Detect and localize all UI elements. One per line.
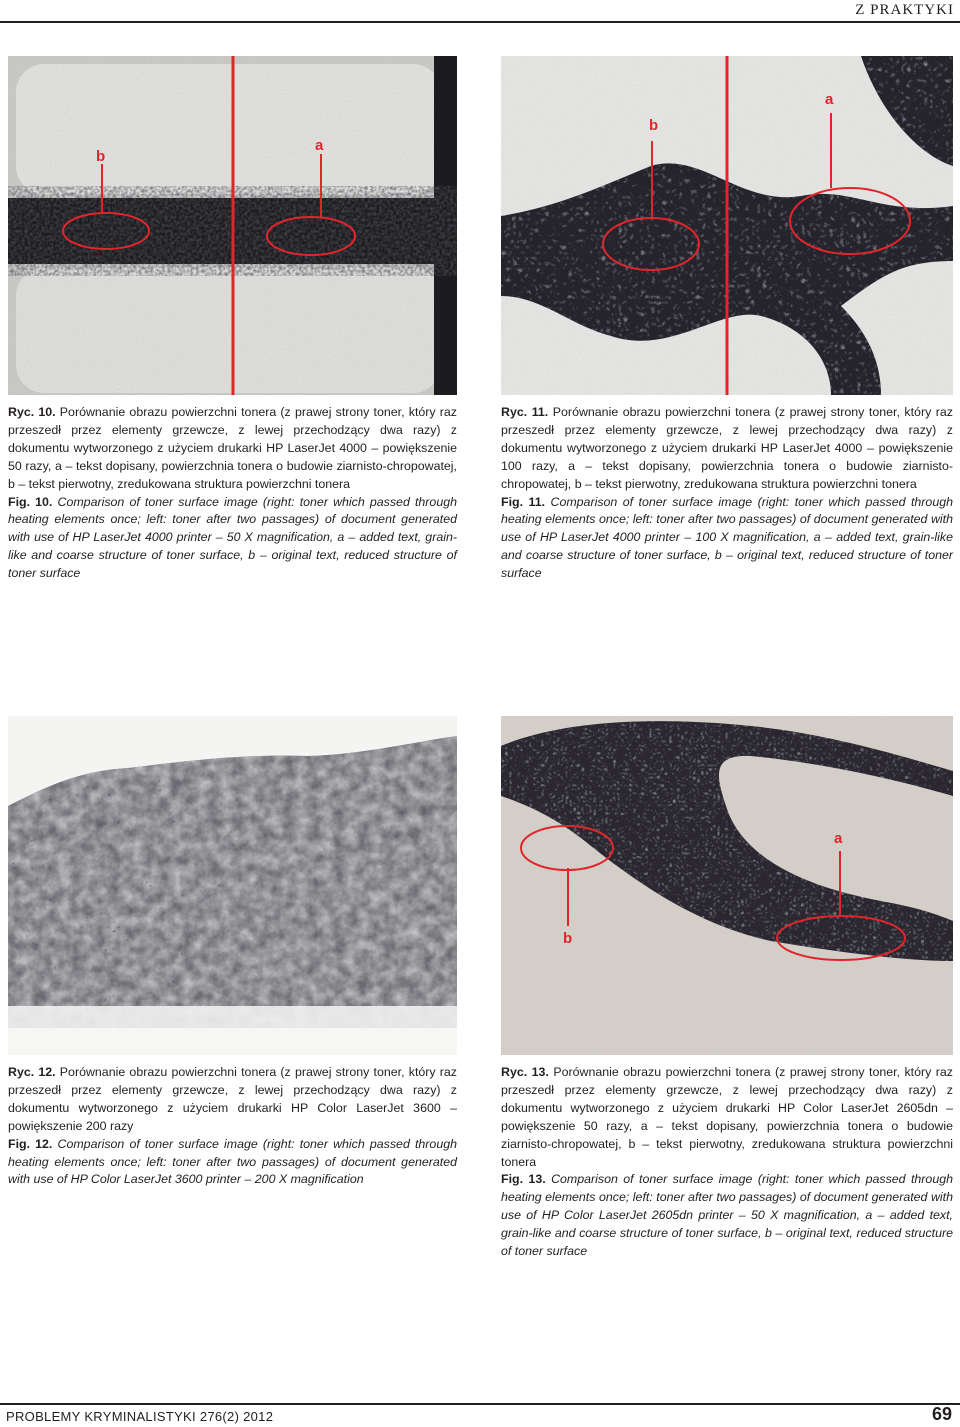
page-number: 69 [931,1404,952,1424]
marker-b: b [96,148,106,165]
marker-b: b [649,117,659,134]
caption-figure-10 [8,404,457,583]
marker-a: a [315,137,324,154]
caption-en [8,1136,457,1190]
marker-b: b [563,930,573,947]
figure-13-image [501,716,953,1055]
caption-pl-text: Porównanie obrazu powierzchni tonera (z prawej strony toner, który raz przeszedł przez elementy grzewcze, z lewej przechodzący dwa razy) z dokumentu wytworzonego z użyciem drukarki HP Color LaserJet 2605dn – powiększenie 50 razy, a – tekst dopisany, powierzchnia tonera o budowie ziarnisto-chropowatej, b – tekst pierwotny, zredukowana struktura powierzchni tonera [501,1065,953,1169]
figure-12-micrograph [8,716,457,1055]
caption-figure-11 [501,404,953,583]
caption-en [501,494,953,584]
caption-en-text: Comparison of toner surface image (right: toner which passed through heating elements once; left: toner after two passages) of document generated with use of HP LaserJet 4000 printer – 100 X magnification, a – added text, grain-like and coarse structure of toner surface, b – original text, reduced structure of toner surface [501,494,953,581]
caption-pl-label: Ryc. 13. [501,1065,549,1079]
caption-en [501,1171,953,1261]
caption-en-label: Fig. 10. [8,494,53,509]
caption-en-text: Comparison of toner surface image (right: toner which passed through heating elements once; left: toner after two passages) of document generated with use of HP LaserJet 4000 printer – 50 X magnification, a – added text, grain-like and coarse structure of toner surface, b – original text, reduced structure of toner surface [8,494,457,581]
caption-pl [501,404,953,494]
caption-en-text: Comparison of toner surface image (right: toner which passed through heating elements once; left: toner after two passages) of document generated with use of HP Color LaserJet 2605dn printer – 50 X magnification, a – added text, grain-like and coarse structure of toner surface, b – original text, reduced structure of toner surface [501,1172,953,1259]
caption-figure-12 [8,1064,457,1189]
caption-en [8,494,457,584]
caption-pl-text: Porównanie obrazu powierzchni tonera (z prawej strony toner, który raz przeszedł przez elementy grzewcze, z lewej przechodzący dwa razy) z dokumentu wytworzonego z użyciem drukarki HP LaserJet 4000 – powiększenie 50 razy, a – tekst dopisany, powierzchnia tonera o budowie ziarnisto-chropowatej, b – tekst pierwotny, zredukowana struktura powierzchni tonera [8,405,458,491]
journal-title: PROBLEMY KRYMINALISTYKI 276(2) 2012 [6,1409,274,1424]
marker-a: a [825,91,834,108]
figure-12-image [8,716,457,1055]
caption-en-label: Fig. 11. [501,494,546,509]
figure-10-micrograph [8,56,457,395]
figure-10-image [8,56,457,395]
figure-11-micrograph [501,56,953,395]
footer-rule [0,1403,960,1405]
caption-pl-label: Ryc. 11. [501,405,549,419]
marker-a: a [834,830,843,847]
caption-figure-13 [501,1064,953,1261]
figure-11-image [501,56,953,395]
caption-pl [8,404,457,494]
caption-pl-label: Ryc. 10. [8,405,56,419]
caption-en-label: Fig. 13. [501,1172,546,1187]
caption-en-text: Comparison of toner surface image (right: toner which passed through heating elements once; left: toner after two passages) of document generated with use of HP Color LaserJet 3600 printer – 200 X magnification [8,1136,457,1187]
header-rule [0,21,960,23]
caption-pl-text: Porównanie obrazu powierzchni tonera (z prawej strony toner, który raz przeszedł przez elementy grzewcze, z lewej przechodzący dwa razy) z dokumentu wytworzonego z użyciem drukarki HP LaserJet 4000 – powiększenie 100 razy, a – tekst dopisany, powierzchnia tonera o budowie ziarnisto-chropowatej, b – tekst pierwotny, zredukowana struktura powierzchni tonera [501,405,954,491]
caption-pl [8,1064,457,1136]
section-label: Z PRAKTYKI [855,2,954,18]
caption-en-label: Fig. 12. [8,1136,53,1151]
caption-pl-label: Ryc. 12. [8,1065,56,1079]
caption-pl [501,1064,953,1171]
caption-pl-text: Porównanie obrazu powierzchni tonera (z prawej strony toner, który raz przeszedł przez elementy grzewcze, z lewej przechodzący dwa razy) z dokumentu wytworzonego z użyciem drukarki HP Color LaserJet 3600 – powiększenie 200 razy [8,1065,458,1133]
figure-13-micrograph [501,716,953,1055]
